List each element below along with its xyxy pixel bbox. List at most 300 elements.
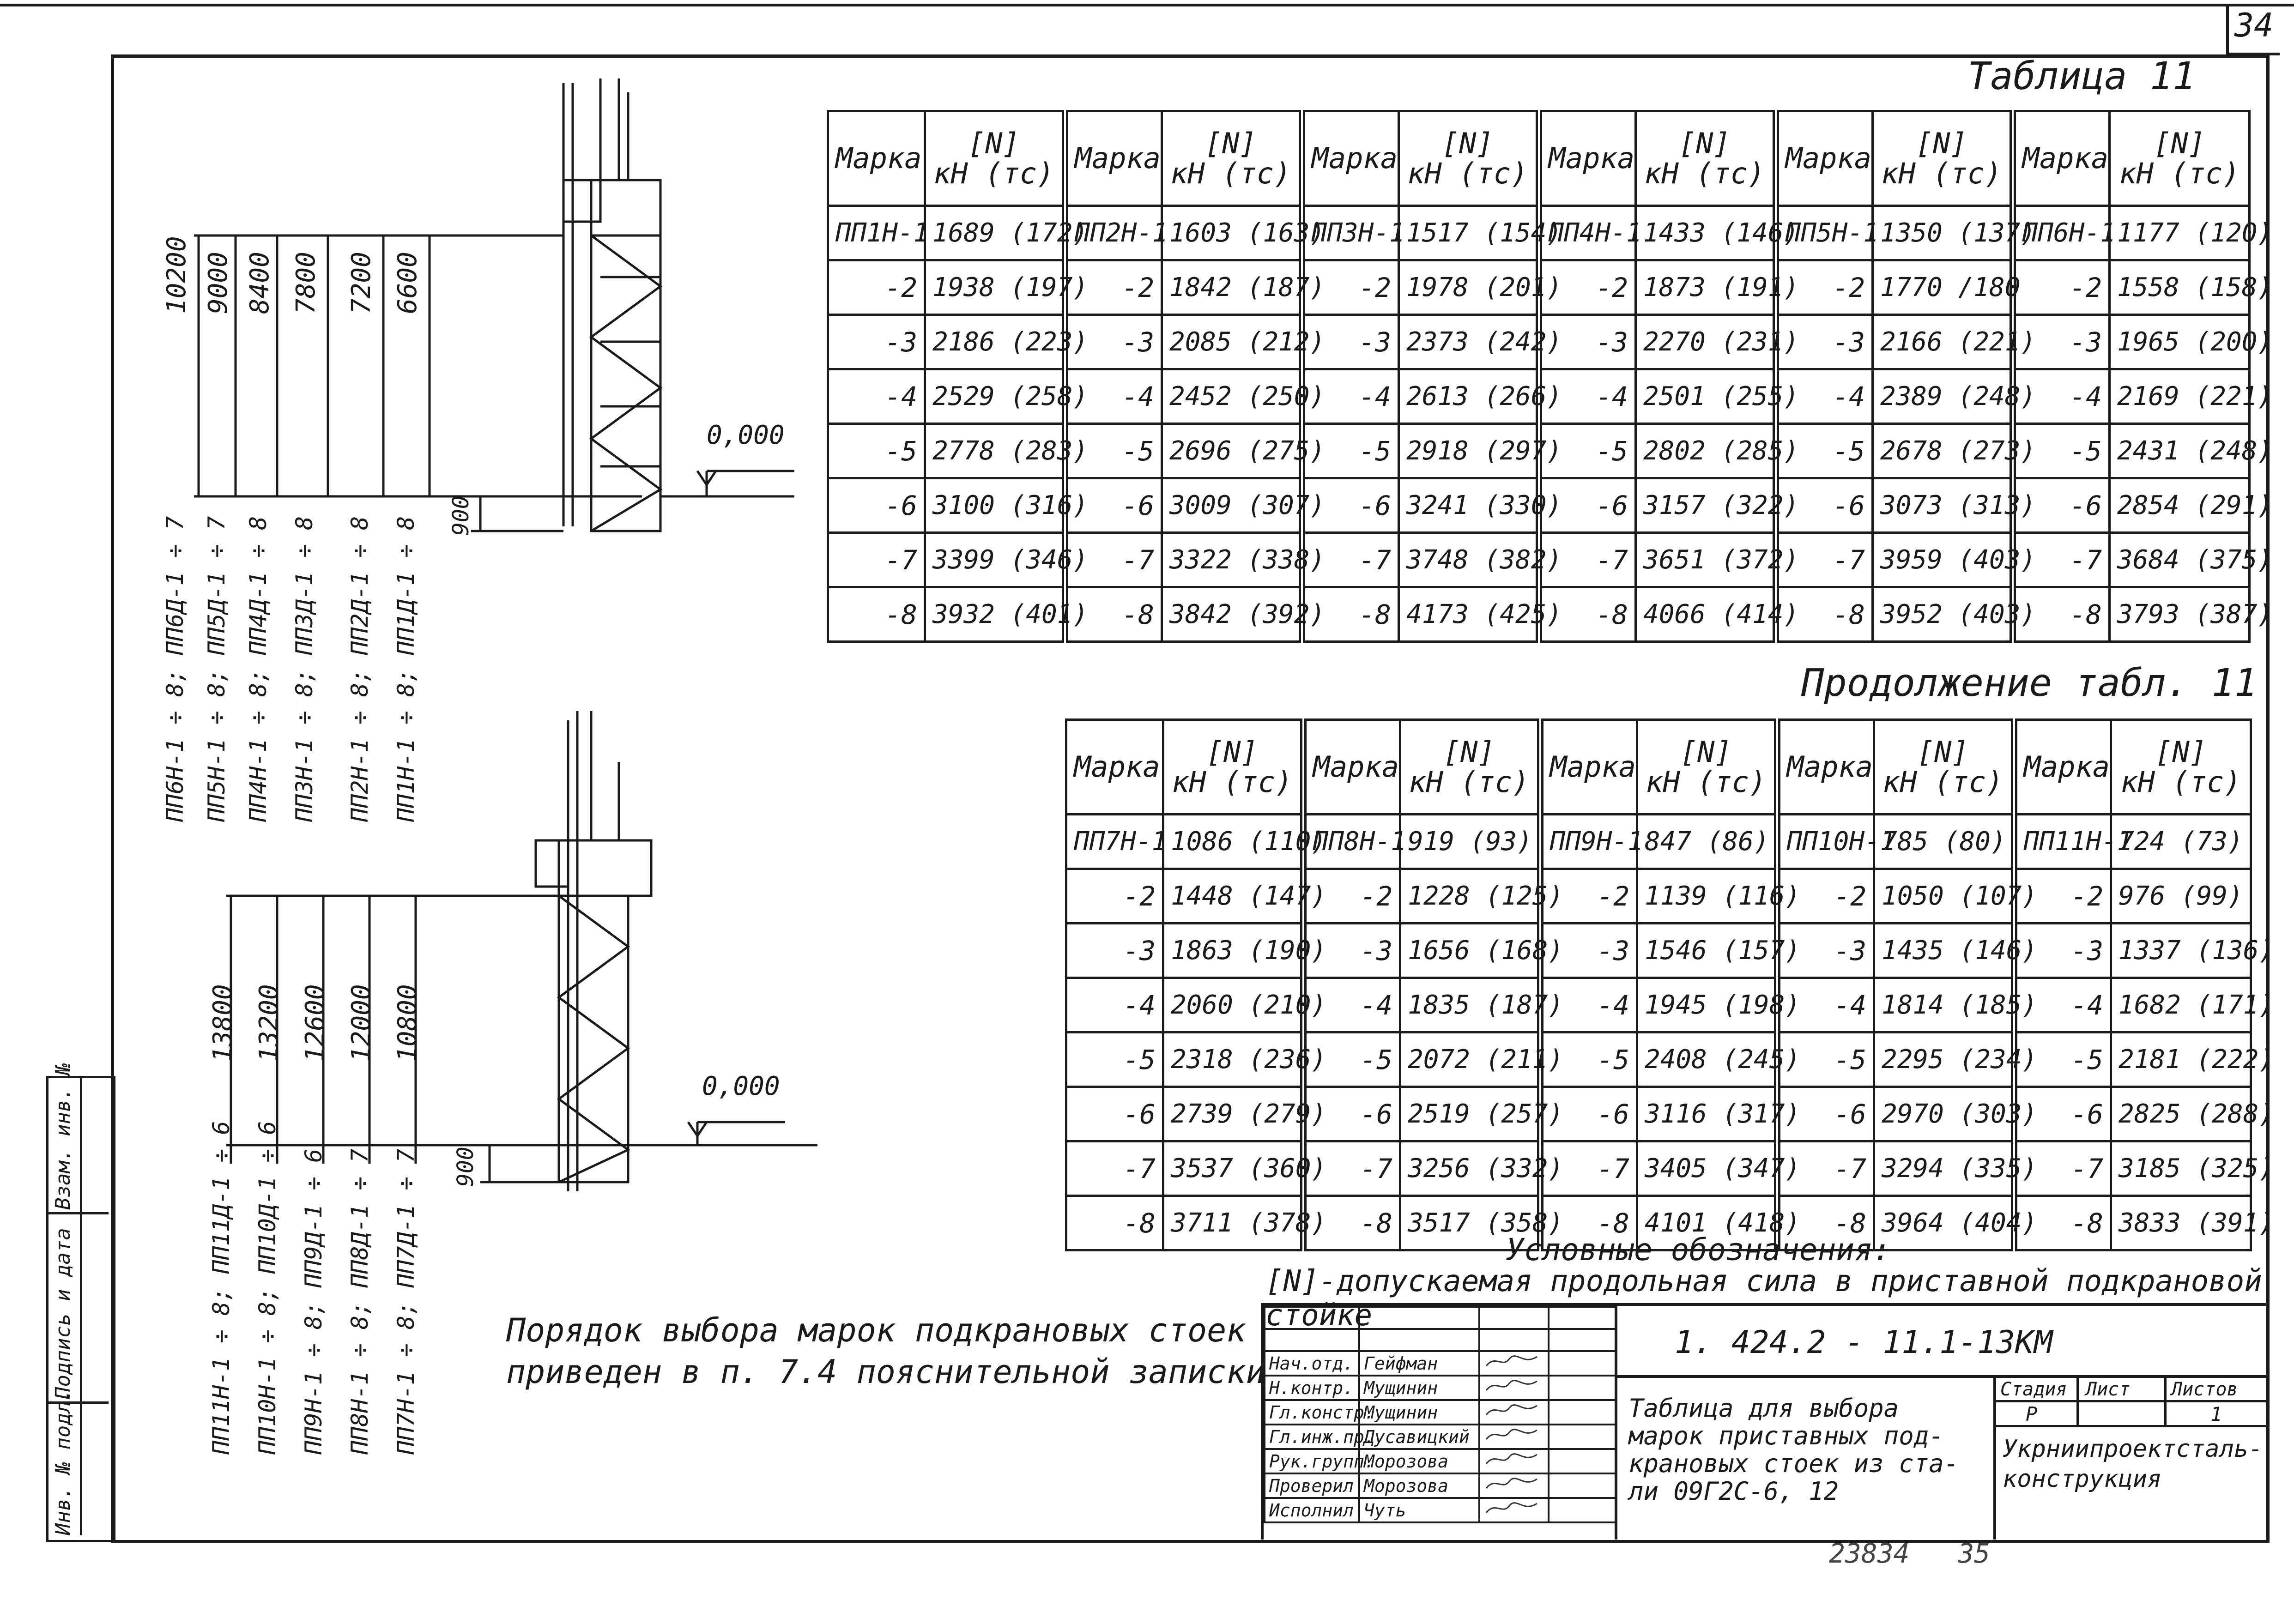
table-11 [827, 110, 2273, 643]
drawing-title-line: марок приставных под- [1628, 1421, 1944, 1450]
mark-cell: -2 [1302, 260, 1399, 315]
force-cell: 3399 (346) [925, 533, 1065, 587]
force-cell: 2060 (210) [1163, 978, 1303, 1032]
range-label: ПП4Н-1 ÷ 8; ПП4Д-1 ÷ 8 [245, 516, 272, 822]
force-cell: 1603 (163) [1162, 206, 1302, 260]
column-header-force [1874, 720, 2014, 815]
mark-cell: -7 [1539, 533, 1636, 587]
force-cell: 2318 (236) [1163, 1032, 1303, 1087]
force-cell: 4173 (425) [1399, 587, 1539, 642]
force-cell: 2696 (275) [1162, 424, 1302, 478]
force-cell: 3932 (401) [925, 587, 1065, 642]
table-row [1066, 869, 2251, 924]
date-cell [1549, 1376, 1616, 1400]
mark-cell: -4 [1776, 369, 1873, 424]
signature-cell [1479, 1473, 1549, 1498]
mark-cell: -4 [1777, 978, 1874, 1032]
role-cell: Рук.групп. [1265, 1449, 1359, 1473]
force-cell: 2678 (273) [1873, 424, 2013, 478]
force-cell: 3185 (325) [2111, 1141, 2251, 1196]
mark-cell: -5 [1302, 424, 1399, 478]
mark-cell: ПП4Н-1 [1539, 206, 1636, 260]
mark-cell: -7 [1540, 1141, 1637, 1196]
mark-cell: -3 [1776, 315, 1873, 369]
mark-cell: -8 [2014, 1196, 2111, 1250]
legend-text: [N]-допускаемая продольная сила в приставной подкрановой стойке [1265, 1264, 2262, 1333]
mark-cell: -2 [828, 260, 925, 315]
force-cell: 3322 (338) [1162, 533, 1302, 587]
mark-cell: -8 [1539, 587, 1636, 642]
column-header-force [2111, 720, 2251, 815]
force-cell: 3537 (360) [1163, 1141, 1303, 1196]
table-row [828, 587, 2250, 642]
mark-cell: -2 [1065, 260, 1162, 315]
signature-row [1265, 1307, 1616, 1329]
name-cell: Гейфман [1359, 1351, 1479, 1376]
force-cell: 1965 (200) [2110, 315, 2250, 369]
date-cell [1549, 1498, 1616, 1522]
mark-cell: -6 [1302, 478, 1399, 533]
header-force-symbol: [N] [1205, 126, 1257, 160]
role-cell: Нач.отд. [1265, 1351, 1359, 1376]
force-cell: 847 (86) [1637, 815, 1777, 869]
force-cell: 919 (93) [1400, 815, 1540, 869]
mark-cell: -8 [1777, 1196, 1874, 1250]
force-cell: 2918 (297) [1399, 424, 1539, 478]
column-header-mark: Марка [1540, 720, 1637, 815]
base-dimension: 900 [453, 1147, 478, 1187]
force-cell: 2519 (257) [1400, 1087, 1540, 1141]
range-label: ПП1Н-1 ÷ 8; ПП1Д-1 ÷ 8 [393, 516, 419, 822]
base-dimension: 900 [448, 495, 474, 536]
header-force-units: кН (тс) [1170, 157, 1291, 190]
height-label: 9000 [203, 252, 233, 314]
table-11-continuation [1065, 718, 2275, 1251]
mark-cell: -7 [1303, 1141, 1400, 1196]
mark-cell: ПП1Н-1 [828, 206, 925, 260]
mark-cell: -3 [2014, 924, 2111, 978]
mark-cell: -3 [1540, 924, 1637, 978]
table-title: Таблица 11 [1967, 54, 2196, 98]
drawing-title-line: Таблица для выбора [1628, 1394, 1899, 1423]
mark-cell: -6 [828, 478, 925, 533]
mark-cell: -5 [1303, 1032, 1400, 1087]
height-label: 7800 [291, 252, 321, 314]
force-cell: 1086 (110) [1163, 815, 1303, 869]
signature-cell [1479, 1400, 1549, 1425]
column-header-force [1163, 720, 1303, 815]
force-cell: 2970 (303) [1874, 1087, 2014, 1141]
role-cell: Гл.инж.пр. [1265, 1425, 1359, 1449]
mark-cell: -7 [2013, 533, 2110, 587]
header-force-symbol: [N] [1678, 126, 1731, 160]
height-label: 12000 [346, 984, 376, 1062]
sheets-value: 1 [2210, 1403, 2222, 1425]
force-cell: 2408 (245) [1637, 1032, 1777, 1087]
side-stamp-cell: Подпись и дата [51, 1228, 75, 1399]
force-cell: 3157 (322) [1636, 478, 1776, 533]
column-header-force [1162, 111, 1302, 206]
table-row [828, 260, 2250, 315]
name-cell: Мущинин [1359, 1400, 1479, 1425]
force-cell: 3116 (317) [1637, 1087, 1777, 1141]
signature-row [1265, 1498, 1616, 1522]
role-cell: Гл.констр. [1265, 1400, 1359, 1425]
mark-cell: ПП9Н-1 [1540, 815, 1637, 869]
force-cell: 3294 (335) [1874, 1141, 2014, 1196]
range-label: ПП8Н-1 ÷ 8; ПП8Д-1 ÷ 7 [346, 1148, 373, 1455]
height-label: 10800 [393, 984, 423, 1062]
mark-cell: -2 [1303, 869, 1400, 924]
force-cell: 2613 (266) [1399, 369, 1539, 424]
force-cell: 3952 (403) [1873, 587, 2013, 642]
name-cell: Морозова [1359, 1449, 1479, 1473]
signature-icon [1484, 1376, 1539, 1395]
table-row [828, 424, 2250, 478]
signature-cell [1479, 1351, 1549, 1376]
column-header-force [925, 111, 1065, 206]
force-cell: 2389 (248) [1873, 369, 2013, 424]
force-cell: 1689 (172) [925, 206, 1065, 260]
mark-cell: -6 [2014, 1087, 2111, 1141]
signature-row [1265, 1473, 1616, 1498]
header-force-units: кН (тс) [1172, 765, 1293, 799]
table-row [1066, 1141, 2251, 1196]
organization-line: конструкция [2003, 1465, 2162, 1493]
range-label: ПП11Н-1 ÷ 8; ПП11Д-1 ÷ 6 [208, 1121, 235, 1455]
table-row [1066, 978, 2251, 1032]
column-header-mark: Марка [1303, 720, 1400, 815]
table-row [828, 315, 2250, 369]
legend-title: Условные обозначения: [1506, 1232, 1891, 1268]
force-cell: 4066 (414) [1636, 587, 1776, 642]
mark-cell: -3 [2013, 315, 2110, 369]
role-cell: Н.контр. [1265, 1376, 1359, 1400]
force-cell: 1863 (190) [1163, 924, 1303, 978]
range-label: ПП9Н-1 ÷ 8; ПП9Д-1 ÷ 6 [300, 1148, 327, 1455]
signature-icon [1484, 1499, 1539, 1517]
mark-cell: -3 [1065, 315, 1162, 369]
force-cell: 2802 (285) [1636, 424, 1776, 478]
mark-cell: -8 [2013, 587, 2110, 642]
mark-cell: -8 [828, 587, 925, 642]
role-cell: Проверил [1265, 1473, 1359, 1498]
mark-cell: -7 [828, 533, 925, 587]
mark-cell: -4 [1066, 978, 1163, 1032]
mark-cell: -4 [2014, 978, 2111, 1032]
stage-label: Стадия [2000, 1379, 2067, 1400]
empty-cell [1359, 1307, 1479, 1329]
column-header-mark: Марка [1066, 720, 1163, 815]
column-header-mark: Марка [2014, 720, 2111, 815]
mark-cell: -2 [1539, 260, 1636, 315]
empty-cell [1479, 1307, 1549, 1329]
force-cell: 1682 (171) [2111, 978, 2251, 1032]
force-cell: 1558 (158) [2110, 260, 2250, 315]
mark-cell: -6 [1777, 1087, 1874, 1141]
column-header-mark: Марка [1302, 111, 1399, 206]
signature-row [1265, 1425, 1616, 1449]
signature-icon [1484, 1352, 1539, 1370]
header-force-units: кН (тс) [1646, 765, 1767, 799]
force-cell: 3256 (332) [1400, 1141, 1540, 1196]
sheets-label: Листов [2171, 1379, 2238, 1400]
signature-row [1265, 1329, 1616, 1351]
force-cell: 1938 (197) [925, 260, 1065, 315]
header-force-units: кН (тс) [1881, 157, 2002, 190]
signature-icon [1484, 1450, 1539, 1468]
header-force-units: кН (тс) [1644, 157, 1765, 190]
signature-cell [1479, 1498, 1549, 1522]
empty-cell [1359, 1329, 1479, 1351]
empty-cell [1265, 1307, 1359, 1329]
header-force-symbol: [N] [1915, 126, 1967, 160]
table-row [1066, 924, 2251, 978]
mark-cell: ПП8Н-1 [1303, 815, 1400, 869]
level-label: 0,000 [702, 1071, 780, 1101]
force-cell: 2085 (212) [1162, 315, 1302, 369]
header-force-units: кН (тс) [1882, 765, 2003, 799]
mark-cell: ПП10Н-1 [1777, 815, 1874, 869]
header-force-symbol: [N] [1443, 735, 1495, 769]
mark-cell: -6 [1065, 478, 1162, 533]
mark-cell: -6 [1776, 478, 1873, 533]
force-cell: 3073 (313) [1873, 478, 2013, 533]
mark-cell: -3 [1539, 315, 1636, 369]
role-cell: Исполнил [1265, 1498, 1359, 1522]
header-force-symbol: [N] [1206, 735, 1258, 769]
header-force-units: кН (тс) [2119, 157, 2240, 190]
force-cell: 1517 (154) [1399, 206, 1539, 260]
mark-cell: -4 [1303, 978, 1400, 1032]
date-cell [1549, 1425, 1616, 1449]
force-cell: 1842 (187) [1162, 260, 1302, 315]
archive-number: 23834 35 [1829, 1538, 1991, 1569]
range-label: ПП7Н-1 ÷ 8; ПП7Д-1 ÷ 7 [393, 1148, 419, 1455]
date-cell [1549, 1473, 1616, 1498]
force-cell: 1350 (137) [1873, 206, 2013, 260]
column-header-mark: Марка [1777, 720, 1874, 815]
mark-cell: -2 [1066, 869, 1163, 924]
mark-cell: -8 [1303, 1196, 1400, 1250]
force-cell: 1770 /180 [1873, 260, 2013, 315]
height-label: 12600 [300, 984, 330, 1062]
column-header-mark: Марка [2013, 111, 2110, 206]
force-cell: 2169 (221) [2110, 369, 2250, 424]
top-edge-line [0, 4, 2294, 6]
table-row [828, 478, 2250, 533]
force-cell: 1177 (120) [2110, 206, 2250, 260]
table-row [828, 369, 2250, 424]
mark-cell: -5 [828, 424, 925, 478]
mark-cell: -2 [2013, 260, 2110, 315]
empty-cell [1549, 1307, 1616, 1329]
force-cell: 2166 (221) [1873, 315, 2013, 369]
mark-cell: -7 [1065, 533, 1162, 587]
force-cell: 3833 (391) [2111, 1196, 2251, 1250]
mark-cell: -3 [1066, 924, 1163, 978]
force-cell: 2373 (242) [1399, 315, 1539, 369]
force-cell: 1139 (116) [1637, 869, 1777, 924]
mark-cell: -3 [1303, 924, 1400, 978]
name-cell: Мущинин [1359, 1376, 1479, 1400]
mark-cell: -6 [1539, 478, 1636, 533]
side-stamp-cell: Инв. № подл. [51, 1389, 75, 1535]
range-label: ПП10Н-1 ÷ 8; ПП10Д-1 ÷ 6 [254, 1121, 281, 1455]
mark-cell: -5 [1776, 424, 1873, 478]
mark-cell: ПП11Н-1 [2014, 815, 2111, 869]
force-cell: 2295 (234) [1874, 1032, 2014, 1087]
mark-cell: -2 [1540, 869, 1637, 924]
mark-cell: -7 [1776, 533, 1873, 587]
sheet-corner-number: 34 [2234, 6, 2274, 44]
column-header-force [1636, 111, 1776, 206]
side-stamp [46, 1063, 115, 1542]
force-cell: 2181 (222) [2111, 1032, 2251, 1087]
range-label: ПП3Н-1 ÷ 8; ПП3Д-1 ÷ 8 [291, 516, 318, 822]
force-cell: 3100 (316) [925, 478, 1065, 533]
empty-cell [1479, 1329, 1549, 1351]
header-force-units: кН (тс) [1409, 765, 1530, 799]
force-cell: 976 (99) [2111, 869, 2251, 924]
force-cell: 1656 (168) [1400, 924, 1540, 978]
table-row [1066, 1032, 2251, 1087]
force-cell: 1337 (136) [2111, 924, 2251, 978]
force-cell: 3405 (347) [1637, 1141, 1777, 1196]
force-cell: 3842 (392) [1162, 587, 1302, 642]
title-block [1261, 1303, 2266, 1539]
mark-cell: -8 [1065, 587, 1162, 642]
drawing-title-line: крановых стоек из ста- [1628, 1449, 1959, 1478]
force-cell: 1814 (185) [1874, 978, 2014, 1032]
table-row [1066, 815, 2251, 869]
mark-cell: -4 [1540, 978, 1637, 1032]
force-cell: 3517 (358) [1400, 1196, 1540, 1250]
column-header-force [1873, 111, 2013, 206]
header-force-units: кН (тс) [933, 157, 1054, 190]
header-force-symbol: [N] [1917, 735, 1969, 769]
force-cell: 3651 (372) [1636, 533, 1776, 587]
mark-cell: -8 [1066, 1196, 1163, 1250]
column-header-force [1399, 111, 1539, 206]
mark-cell: -3 [828, 315, 925, 369]
date-cell [1549, 1351, 1616, 1376]
signature-cell [1479, 1425, 1549, 1449]
height-label: 13200 [254, 984, 284, 1062]
force-cell: 3748 (382) [1399, 533, 1539, 587]
force-cell: 3241 (330) [1399, 478, 1539, 533]
mark-cell: -5 [1065, 424, 1162, 478]
signature-icon [1484, 1474, 1539, 1493]
note-line: приведен в п. 7.4 пояснительной записки [506, 1353, 1265, 1391]
mark-cell: ПП6Н-1 [2013, 206, 2110, 260]
column-header-force [1400, 720, 1540, 815]
header-force-symbol: [N] [2154, 126, 2205, 160]
mark-cell: -4 [1065, 369, 1162, 424]
force-cell: 3964 (404) [1874, 1196, 2014, 1250]
column-header-force [1637, 720, 1777, 815]
column-header-force [2110, 111, 2250, 206]
mark-cell: -6 [2013, 478, 2110, 533]
mark-cell: -2 [1776, 260, 1873, 315]
mark-cell: -5 [1540, 1032, 1637, 1087]
signature-icon [1484, 1401, 1539, 1419]
force-cell: 2529 (258) [925, 369, 1065, 424]
signature-cell [1479, 1376, 1549, 1400]
force-cell: 1945 (198) [1637, 978, 1777, 1032]
header-force-symbol: [N] [1441, 126, 1494, 160]
force-cell: 1546 (157) [1637, 924, 1777, 978]
mark-cell: -8 [1776, 587, 1873, 642]
column-header-mark: Марка [1065, 111, 1162, 206]
mark-cell: -5 [1066, 1032, 1163, 1087]
empty-cell [1549, 1329, 1616, 1351]
height-label: 10200 [162, 236, 192, 314]
force-cell: 4101 (418) [1637, 1196, 1777, 1250]
range-label: ПП5Н-1 ÷ 8; ПП5Д-1 ÷ 7 [203, 516, 230, 822]
header-force-units: кН (тс) [1407, 157, 1528, 190]
table-row [828, 206, 2250, 260]
force-cell: 3793 (387) [2110, 587, 2250, 642]
organization-line: Укрниипроектсталь- [2003, 1435, 2263, 1463]
force-cell: 2186 (223) [925, 315, 1065, 369]
empty-cell [1265, 1329, 1359, 1351]
height-label: 7200 [346, 252, 376, 314]
header-force-symbol: [N] [2155, 735, 2207, 769]
column-header-mark: Марка [828, 111, 925, 206]
force-cell: 1448 (147) [1163, 869, 1303, 924]
force-cell: 1873 (191) [1636, 260, 1776, 315]
name-cell: Морозова [1359, 1473, 1479, 1498]
drawing-code: 1. 424.2 - 11.1-13КМ [1675, 1324, 2053, 1361]
mark-cell: -4 [1539, 369, 1636, 424]
mark-cell: -5 [1777, 1032, 1874, 1087]
mark-cell: -6 [1540, 1087, 1637, 1141]
mark-cell: -5 [2013, 424, 2110, 478]
height-label: 6600 [393, 252, 423, 314]
column-diagram-bottom [194, 702, 841, 1468]
force-cell: 785 (80) [1874, 815, 2014, 869]
mark-cell: -3 [1777, 924, 1874, 978]
mark-cell: ПП7Н-1 [1066, 815, 1163, 869]
mark-cell: -8 [1302, 587, 1399, 642]
force-cell: 2739 (279) [1163, 1087, 1303, 1141]
name-cell: Чуть [1359, 1498, 1479, 1522]
signature-row [1265, 1449, 1616, 1473]
height-label: 8400 [245, 252, 275, 314]
mark-cell: -7 [1066, 1141, 1163, 1196]
force-cell: 2825 (288) [2111, 1087, 2251, 1141]
note-line: Порядок выбора марок подкрановых стоек [506, 1311, 1246, 1349]
height-label: 13800 [208, 984, 238, 1062]
mark-cell: -2 [2014, 869, 2111, 924]
force-cell: 1435 (146) [1874, 924, 2014, 978]
force-cell: 3959 (403) [1873, 533, 2013, 587]
name-cell: Дусавицкий [1359, 1425, 1479, 1449]
side-stamp-cell: Взам. инв. № [51, 1063, 75, 1210]
force-cell: 1835 (187) [1400, 978, 1540, 1032]
mark-cell: -8 [1540, 1196, 1637, 1250]
mark-cell: -7 [2014, 1141, 2111, 1196]
signature-row [1265, 1376, 1616, 1400]
column-header-mark: Марка [1539, 111, 1636, 206]
signature-cell [1479, 1449, 1549, 1473]
level-label: 0,000 [707, 420, 785, 450]
mark-cell: -5 [2014, 1032, 2111, 1087]
drawing-title-line: ли 09Г2С-6, 12 [1628, 1477, 1839, 1506]
force-cell: 2778 (283) [925, 424, 1065, 478]
force-cell: 1050 (107) [1874, 869, 2014, 924]
